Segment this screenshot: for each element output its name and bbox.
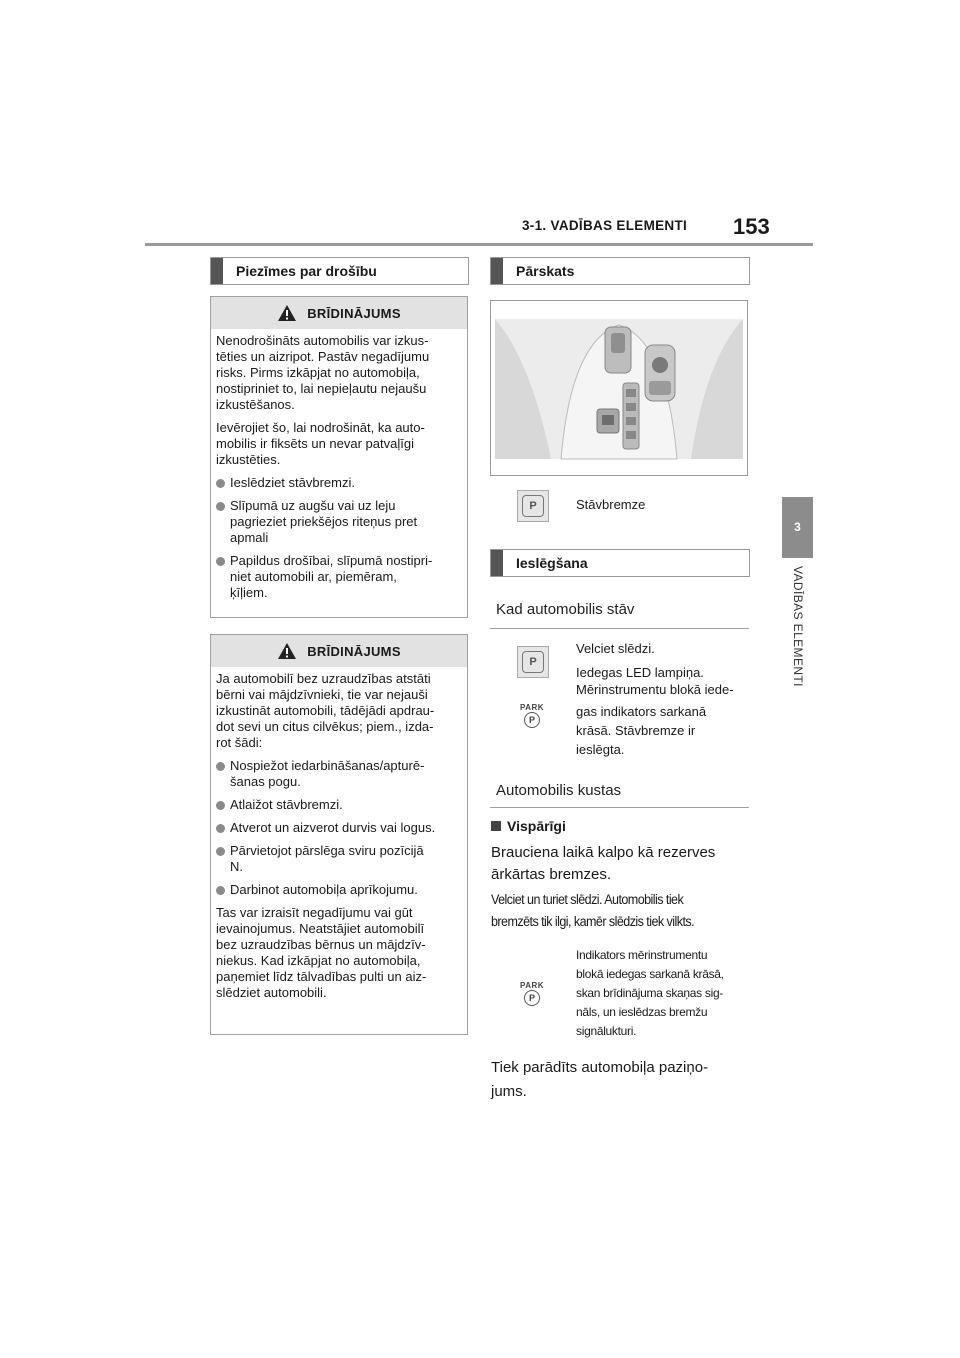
park-indicator-icon [515, 703, 549, 728]
park-indicator-icon [515, 981, 549, 1006]
standing-line-4: krāsā. Stāvbremze ir [576, 723, 696, 738]
subheading-moving: Automobilis kustas [496, 782, 622, 799]
warning-paragraph: Nenodrošināts automobilis var izkus- tēties un aizripot. Pastāv negadījumu risks. Pirms izkāpjat no automobiļa, nostipriniet to, lai nepieļautu nejaušu izkustēšanos. [216, 333, 430, 412]
warning-icon [277, 304, 297, 322]
chapter-side-label [785, 566, 809, 726]
warning-bullet: Atverot un aizverot durvis vai logus. [216, 820, 461, 836]
warning-box-1 [210, 296, 468, 618]
warning-body [211, 667, 467, 1001]
general-heading-text: Vispārīgi [507, 818, 566, 834]
subheading-standing: Kad automobilis stāv [496, 601, 635, 618]
section-safety-notes [210, 257, 469, 285]
general-instruction: Velciet un turiet slēdzi. Automobilis tiek bremzēts tik ilgi, kamēr slēdzis tiek vilkts. [491, 892, 695, 929]
section-marker [491, 258, 503, 284]
warning-bullet: Pārvietojot pārslēga sviru pozīcijā N. [216, 843, 461, 875]
section-engage [490, 549, 750, 577]
message-paragraph: Tiek parādīts automobiļa paziņo- jums. [491, 1059, 709, 1100]
section-title: Piezīmes par drošību [236, 263, 377, 279]
standing-line-3: gas indikators sarkanā [576, 704, 707, 719]
console-image [490, 300, 748, 476]
warning-icon [277, 642, 297, 660]
warning-bullet: Darbinot automobiļa aprīkojumu. [216, 882, 461, 898]
warning-paragraph: Ievērojiet šo, lai nodrošināt, ka auto- mobilis ir fiksēts un nevar patvaļīgi izkustēties. [216, 420, 425, 467]
warning-body [211, 329, 467, 601]
warning-bullet: Ieslēdziet stāvbremzi. [216, 475, 461, 491]
header-rule [145, 243, 813, 246]
park-indicator-letter: P [524, 990, 540, 1006]
general-paragraph: Brauciena laikā kalpo kā rezerves ārkārtas bremzes. [491, 844, 716, 883]
warning-box-2 [210, 634, 468, 1035]
warning-bullet: Papildus drošībai, slīpumā nostipri- niet automobili ar, piemēram, ķīļiem. [216, 553, 461, 601]
warning-bullet: Atlaižot stāvbremzi. [216, 797, 461, 813]
page-number: 153 [733, 214, 770, 239]
parking-brake-label: Stāvbremze [576, 497, 646, 512]
standing-line-5: ieslēgta. [576, 742, 625, 757]
section-marker [211, 258, 223, 284]
warning-paragraph: Tas var izraisīt negadījumu vai gūt ievainojumus. Neatstājiet automobilī bez uzraudzības bērnus un mājdzīv- niekus. Kad izkāpjat no automobiļa, paņemiet līdz tālvadības pulti un aiz- slēdziet automobili. [216, 905, 427, 1000]
parking-brake-icon-symbol: P [522, 495, 544, 517]
parking-brake-icon-symbol: P [522, 651, 544, 673]
section-overview [490, 257, 750, 285]
subheading-rule [490, 628, 749, 629]
section-title: Ieslēgšana [516, 555, 588, 571]
park-indicator-word: PARK [519, 981, 545, 990]
warning-title: BRĪDINĀJUMS [307, 643, 401, 659]
section-header: 3-1. VADĪBAS ELEMENTI [522, 218, 688, 233]
standing-line-1: Velciet slēdzi. [576, 641, 655, 656]
warning-header [211, 297, 467, 329]
park-indicator-word: PARK [519, 703, 545, 712]
standing-line-2: Iedegas LED lampiņa. Mērinstrumentu blokā iede- [576, 665, 734, 697]
square-bullet-icon [491, 821, 501, 831]
warning-header [211, 635, 467, 667]
chapter-tab: 3 [782, 497, 813, 558]
parking-brake-icon [517, 646, 549, 678]
general-heading [491, 818, 566, 834]
park-indicator-letter: P [524, 712, 540, 728]
warning-paragraph: Ja automobilī bez uzraudzības atstāti bērni vai mājdzīvnieki, tie var nejauši izkustināt automobili, tādējādi apdrau- dot sevi un citus cilvēkus; piem., izda- rot šādi: [216, 671, 435, 750]
chapter-side-label-text: VADĪBAS ELEMENTI [791, 566, 805, 687]
warning-title: BRĪDINĀJUMS [307, 305, 401, 321]
indicator-description: Indikators mērinstrumentu blokā iedegas sarkanā krāsā, skan brīdinājuma skaņas sig- nāls, un ieslēdzas bremžu signālukturi. [576, 948, 724, 1038]
warning-bullet: Nospiežot iedarbināšanas/apturē- šanas pogu. [216, 758, 461, 790]
section-title: Pārskats [516, 263, 575, 279]
section-marker [491, 550, 503, 576]
center-console-illustration [491, 301, 747, 475]
subheading-rule [490, 807, 749, 808]
parking-brake-icon [517, 490, 549, 522]
warning-bullet: Slīpumā uz augšu vai uz leju pagrieziet priekšējos riteņus pret apmali [216, 498, 461, 546]
